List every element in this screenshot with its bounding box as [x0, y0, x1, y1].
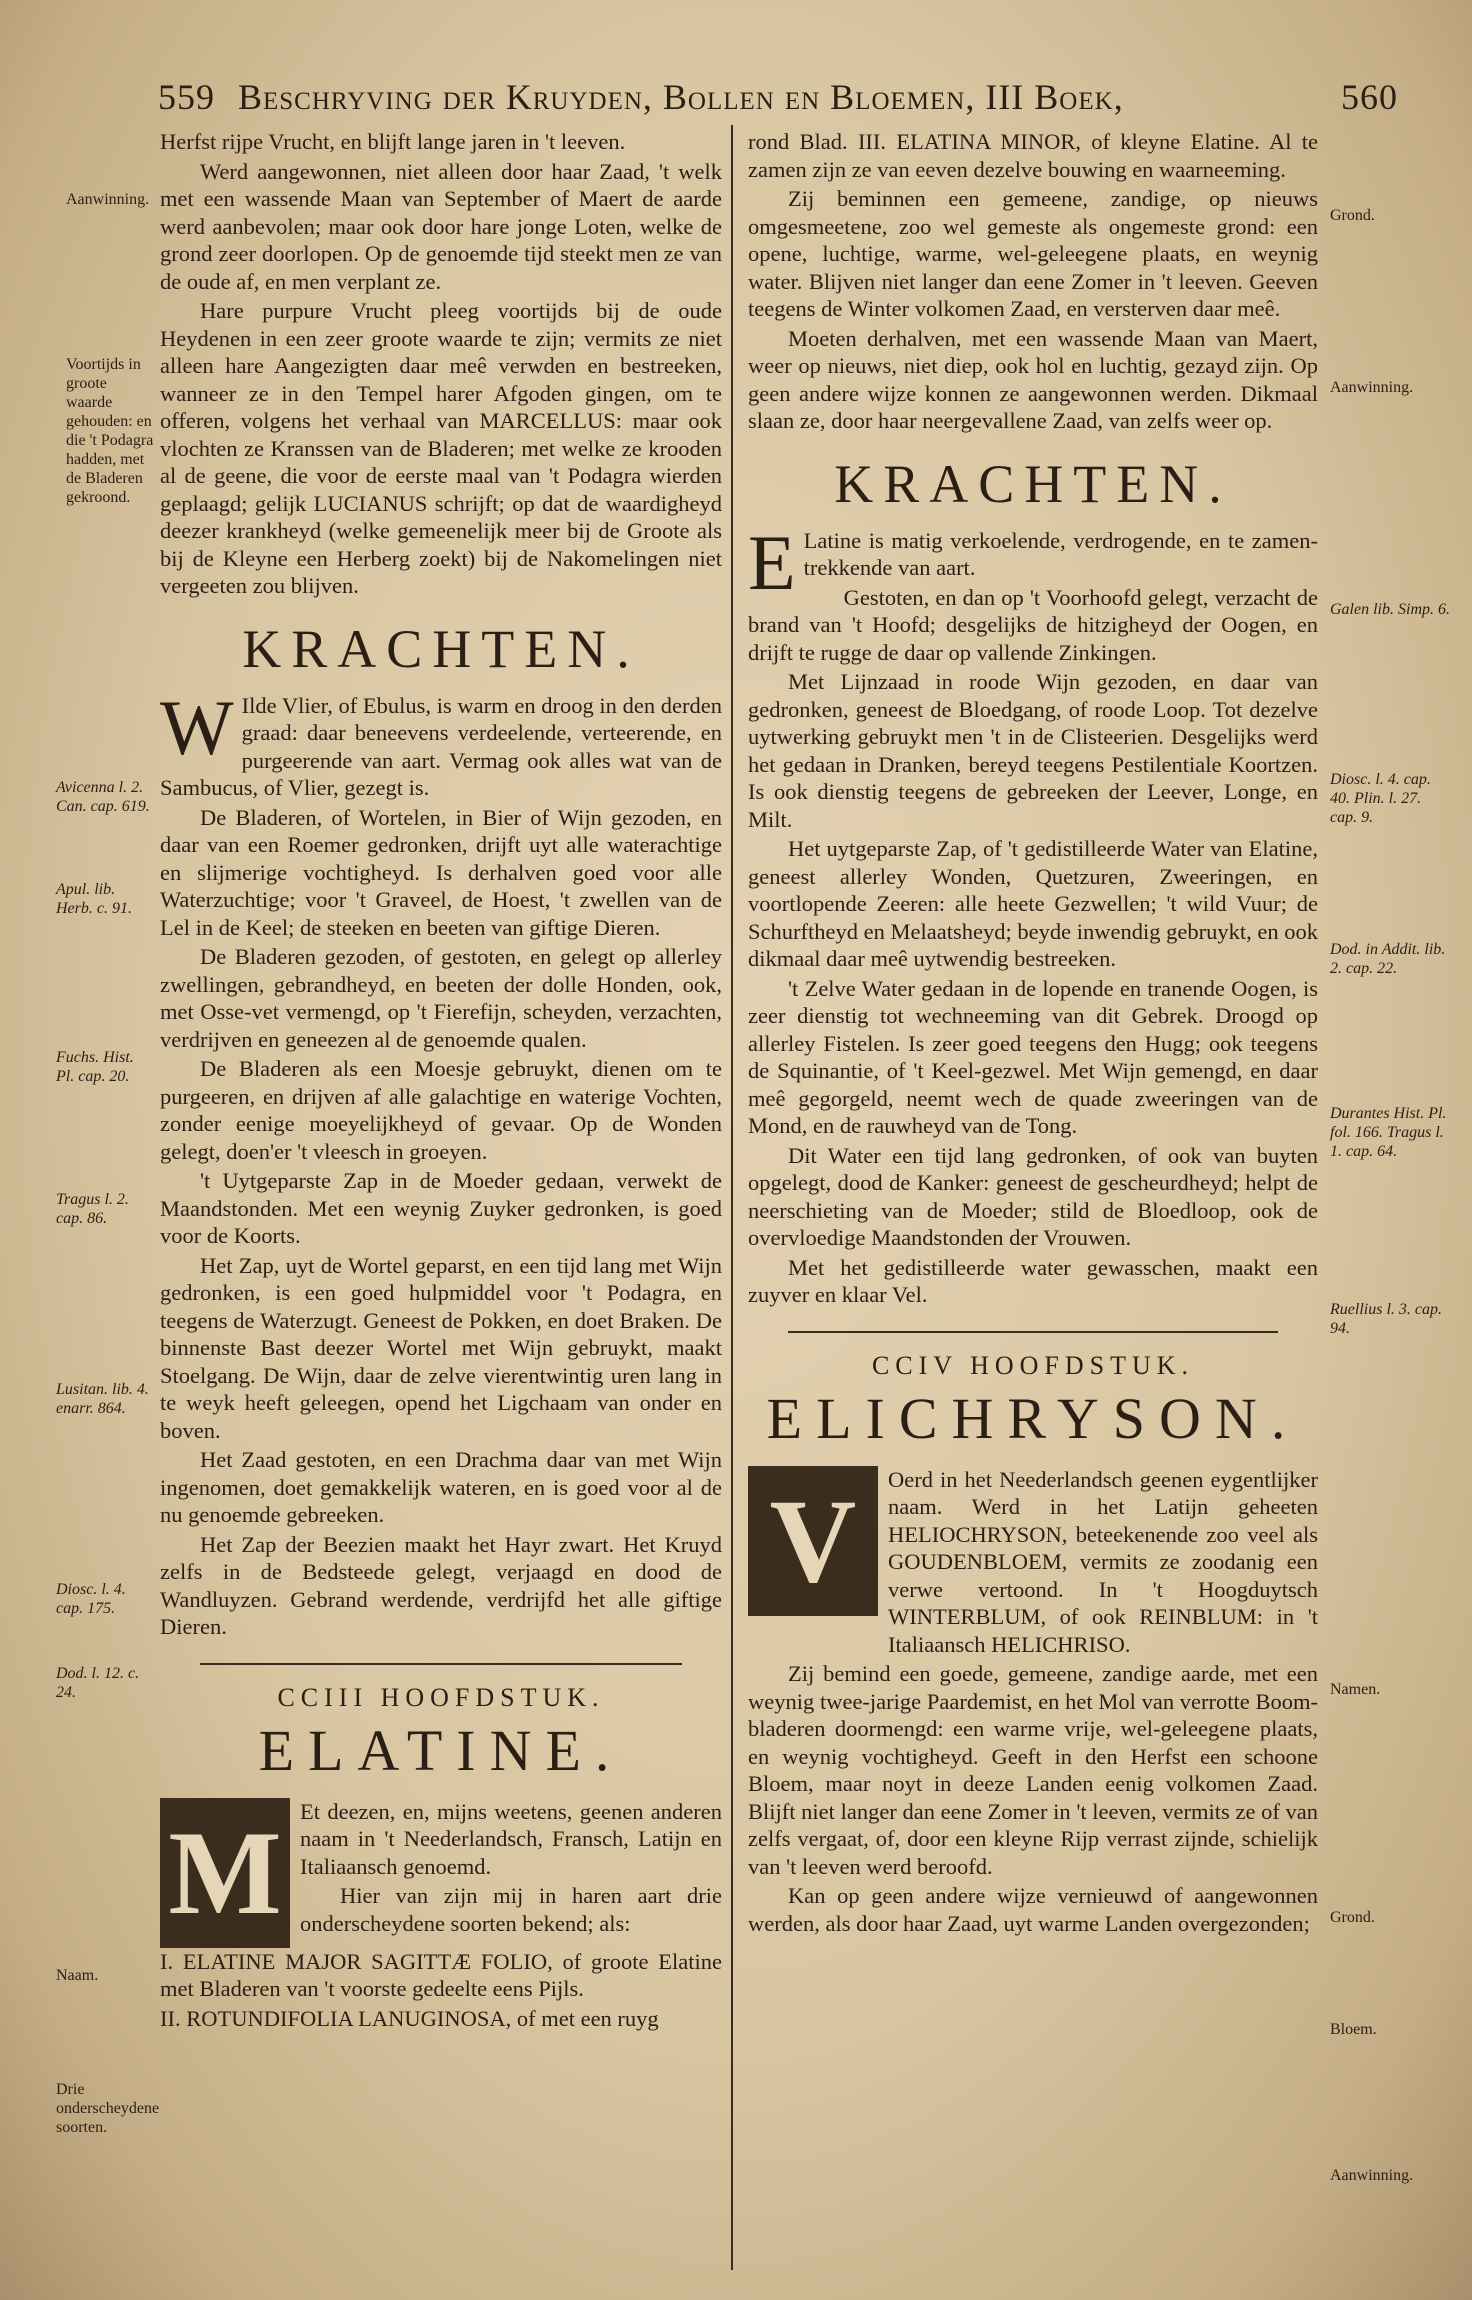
margin-note: Avicenna l. 2. Can. cap. 619.: [56, 779, 150, 815]
page-number-right: 560: [1341, 77, 1398, 117]
margin-note: Aanwinning.: [1330, 379, 1414, 396]
margin-note: Diosc. l. 4. cap. 175.: [56, 1581, 126, 1617]
section-heading: KRACHTEN.: [834, 453, 1232, 514]
paragraph: Zij bemind een goede, gemeene, zandige aarde, met een weynig twee-jarige Paardemist, en het Mol van verrotte Boom-bladeren doormengd: een warme vrije, wel-geleegene plaats, en weynig vochtigheyd. Geeft in den Herfst een schoone Bloem, maar noyt in deeze Landen eenig volkomen Zaad. Blijft niet langer dan eene Zomer in 't leeven, vermits ze of van zelfs vergaat, of, door een kleyne Rijp verrast zijnde, schielijk van 't leeven werd beroofd.: [748, 1661, 1318, 1879]
page-header: [158, 72, 1398, 122]
right-column: [748, 128, 1318, 1939]
paragraph: De Bladeren gezoden, of gestoten, en gelegt op allerley zwellingen, gebrandheyd, en beeten der dolle Honden, ook, met Osse-vet vermengd, op 't Fierefijn, scheyden, verzachten, verdrijven en geneezen al de genoemde qualen.: [160, 944, 722, 1052]
margin-note: Drie onderscheydene soorten.: [56, 2081, 160, 2136]
margin-note: Durantes Hist. Pl. fol. 166. Tragus l. 1. cap. 64.: [1330, 1105, 1447, 1160]
margin-note: Galen lib. Simp. 6.: [1330, 601, 1450, 618]
paragraph: Hier van zijn mij in haren aart drie onderscheydene soorten bekend; als:: [300, 1883, 722, 1936]
paragraph: rond Blad. III. ELATINA MINOR, of kleyne Elatine. Al te zamen zijn ze van eeven dezelve bouwing en waarneeming.: [748, 129, 1318, 182]
column-divider: [731, 125, 733, 2270]
margin-note: Lusitan. lib. 4. enarr. 864.: [56, 1381, 149, 1417]
margin-note: Diosc. l. 4. cap. 40. Plin. l. 27. cap. 9.: [1330, 771, 1431, 826]
paragraph: [748, 518, 1318, 606]
paragraph: Oerd in het Neederlandsch geenen eygentlijker naam. Werd in het Latijn geheeten HELIOCHRYSON, beteekenende zoo veel als GOUDENBLOEM, vermits ze zoodanig een verwe vertoond. In 't Hoogduytsch WINTERBLUM, of ook REINBLUM: in 't Italiaansch HELICHRISO.: [888, 1466, 1318, 1657]
paragraph-text: Latine is matig verkoelende, verdrogende, en te zamen-trekkende van aart.: [803, 527, 1318, 580]
chapter-title: ELATINE.: [258, 1717, 624, 1783]
margin-note: Grond.: [1330, 207, 1375, 224]
margin-note: Aanwinning.: [1330, 2167, 1414, 2184]
margin-note: Naam.: [56, 1967, 99, 1984]
paragraph: Gestoten, en dan op 't Voorhoofd gelegt, verzacht de brand van 't Hoofd; desgelijks de hitzigheyd der Oogen, en drijft te rugge de daar op vallende Zinkingen.: [748, 584, 1318, 665]
paragraph: Het Zap, uyt de Wortel geparst, en een tijd lang met Wijn gedronken, is een goed hulpmiddel voor 't Podagra, en teegens de Waterzugt. Geneest de Pokken, en doet Braken. De binnenste Bast deezer Wortel met Wijn gebruykt, maakt Stoelgang. De Wijn, daar de zelve vierentwintig uren lang in te weyk heeft geleegen, opend het Ligchaam van onder en boven.: [160, 1252, 722, 1443]
paragraph: I. ELATINE MAJOR SAGITTÆ FOLIO, of groote Elatine met Bladeren van 't voorste gedeelte eens Pijls.: [160, 1948, 722, 2001]
left-column: [160, 128, 722, 2034]
margin-note: Apul. lib. Herb. c. 91.: [56, 881, 132, 917]
chapter-number: CCIV HOOFDSTUK.: [871, 1350, 1195, 1380]
drop-cap: W: [160, 683, 234, 771]
paragraph-text: Ilde Vlier, of Ebulus, is warm en droog in den derden graad: daar beneevens verdeelende, verteerende, en purgeerende van aart. Vermag ook alles wat van de Sambucus, of Vlier, gezegt is.: [160, 692, 722, 800]
margin-note: Ruellius l. 3. cap. 94.: [1330, 1301, 1442, 1337]
chapter-number: CCIII HOOFDSTUK.: [277, 1682, 605, 1712]
section-rule: [788, 1331, 1278, 1333]
margin-note: Bloem.: [1330, 2021, 1377, 2038]
margin-note: Tragus l. 2. cap. 86.: [56, 1191, 129, 1227]
paragraph: Werd aangewonnen, niet alleen door haar Zaad, 't welk met een wassende Maan van September of Maert de aarde werd aanbevolen; maar ook door hare jonge Loten, welke de grond zeer doorlopen. Op de genoemde tijd steekt men ze van de oude af, en men verplant ze.: [160, 158, 722, 294]
paragraph: Het Zaad gestoten, en een Drachma daar van met Wijn ingenomen, doet gemakkelijk wateren, en is goed voor al de nu genoemde gebreeken.: [160, 1447, 722, 1527]
paragraph: Dit Water een tijd lang gedronken, of ook van buyten opgelegt, dood de Kanker: geneest de gescheurdheyd; helpt de neerschieting van de Moeder; stild de Bloedloop, ook de overvloedige Maandstonden der Vrouwen.: [748, 1142, 1318, 1250]
margin-note: Dod. l. 12. c. 24.: [56, 1665, 140, 1701]
paragraph: De Bladeren als een Moesje gebruykt, dienen om te purgeeren, en drijven af alle galachtige en waterige Vochten, zonder eenige moeyelijkheyd of gevaar. Op de Wonden gelegt, doen'er 't vleesch in groeyen.: [160, 1056, 722, 1164]
paragraph: Herfst rijpe Vrucht, en blijft lange jaren in 't leeven.: [160, 129, 626, 154]
paragraph: Zij beminnen een gemeene, zandige, op nieuws omgesmeetene, zoo wel gemeste als ongemeste grond: een opene, luchtige, warme, wel-geleegene plaats, en weynig water. Blijven niet langer dan eene Zomer in 't leeven. Geeven teegens de Winter volkomen Zaad, en versterven daar meê.: [748, 186, 1318, 321]
paragraph: 't Zelve Water gedaan in de lopende en tranende Oogen, is zeer dienstig tot wechneeming van dit Gebrek. Droogd op allerley Fistelen. Is zeer goed teegens den Hugg; ook teegens de Squinantie, of 't Keel-gezwel. Met Wijn gemengd, en daar meê gegorgeld, neemt wech de quade zweeringen van de Mond, en de rauwheyd van de Tong.: [748, 975, 1318, 1138]
paragraph: II. ROTUNDIFOLIA LANUGINOSA, of met een ruyg: [160, 2005, 659, 2031]
running-title: Beschryving der Kruyden, Bollen en Bloemen, III Boek,: [238, 77, 1124, 117]
margin-note: Fuchs. Hist. Pl. cap. 20.: [56, 1049, 134, 1085]
margin-note: Voortijds in groote waarde gehouden: en die 't Podagra hadden, met de Bladeren gekroond.: [66, 356, 154, 506]
paragraph: Kan op geen andere wijze vernieuwd of aangewonnen werden, als door haar Zaad, uyt warme Landen overgezonden;: [748, 1883, 1318, 1936]
paragraph: Hare purpure Vrucht pleeg voortijds bij de oude Heydenen in een zeer groote waarde te zijn; vermits ze niet alleen hare Aangezigten daar meê verwden en bestreeken, wanneer ze in den Tempel harer Afgoden gingen, om te offeren, volgens het verhaal van MARCELLUS: maar ook vlochten ze Kranssen van de Bladeren; met welke ze krooden al de geene, die voor de eerste maal van 't Podagra wierden geplaagd; gelijk LUCIANUS schrijft; op dat de waardigheyd deezer krankheyd (welke gemeenelijk meer bij de Groote als bij de Kleyne een Herberg zoekt) bij de Nakomelingen niet vergeeten zou blijven.: [160, 298, 722, 598]
margin-note: Namen.: [1330, 1681, 1381, 1698]
paragraph: Met het gedistilleerde water gewasschen, maakt een zuyver en klaar Vel.: [748, 1254, 1318, 1307]
section-rule: [200, 1663, 682, 1665]
margin-note: Grond.: [1330, 1909, 1375, 1926]
paragraph: Et deezen, en, mijns weetens, geenen anderen naam in 't Neederlandsch, Fransch, Latijn en Italiaansch genoemd.: [300, 1798, 722, 1879]
chapter-opening: [748, 1466, 1318, 1661]
ornamental-initial: V: [748, 1466, 878, 1616]
paragraph: Het uytgeparste Zap, of 't gedistilleerde Water van Elatine, geneest allerley Wonden, Quetzuren, Zweeringen, en voortlopende Zeeren: alle heete Gezwellen; 't wild Vuur; de Schurftheyd en Melaatsheyd; beyde inwendig gebruykt, en ook dikmaal daar meê uytwendig bestreeken.: [748, 836, 1318, 971]
margin-note: Aanwinning.: [66, 191, 150, 208]
chapter-title: ELICHRYSON.: [766, 1385, 1300, 1451]
paragraph: De Bladeren, of Wortelen, in Bier of Wijn gezoden, en daar van een Roemer gedronken, drijft uyt alle waterachtige en slijmerige vochtigheyd. Is derhalven goed voor alle Waterzuchtige; voor 't Graveel, de Hoest, 't zwellen van de Lel in de Keel; de steeken en beeten van giftige Dieren.: [160, 804, 722, 940]
ornamental-initial: M: [160, 1798, 290, 1948]
paragraph: 't Uytgeparste Zap in de Moeder gedaan, verwekt de Maandstonden. Met een weynig Zuyker gedronken, is goed voor de Koorts.: [160, 1168, 722, 1248]
paragraph: Met Lijnzaad in roode Wijn gezoden, en daar van gedronken, geneest de Bloedgang, of roode Loop. Tot dezelve uytwerking gebruykt men 't in de Clisteerien. Desgelijks werd het gedaan in Dranken, bereyd teegens Pestilentiale Koortzen. Is ook dienstig teegens de gebreeken der Leever, Longe, en Milt.: [748, 669, 1318, 832]
paragraph: [160, 683, 722, 802]
paragraph: Moeten derhalven, met een wassende Maan van Maert, weer op nieuws, niet diep, ook hol en luchtig, gezayd zijn. Op geen andere wijze konnen ze aangewonnen werden. Dikmaal slaan ze, door haar neergevallene Zaad, van zelfs weer op.: [748, 325, 1318, 433]
margin-note: Dod. in Addit. lib. 2. cap. 22.: [1330, 941, 1446, 977]
section-heading: KRACHTEN.: [242, 618, 640, 679]
paragraph: Het Zap der Beezien maakt het Hayr zwart. Het Kruyd zelfs in de Bedsteede gelegt, verjaagd en dood de Wandluyzen. Gebrand werdende, verdrijfd het alle giftige Dieren.: [160, 1531, 722, 1639]
chapter-opening: [160, 1798, 722, 1948]
drop-cap: E: [748, 518, 796, 606]
page-number-left: 559: [158, 77, 215, 117]
